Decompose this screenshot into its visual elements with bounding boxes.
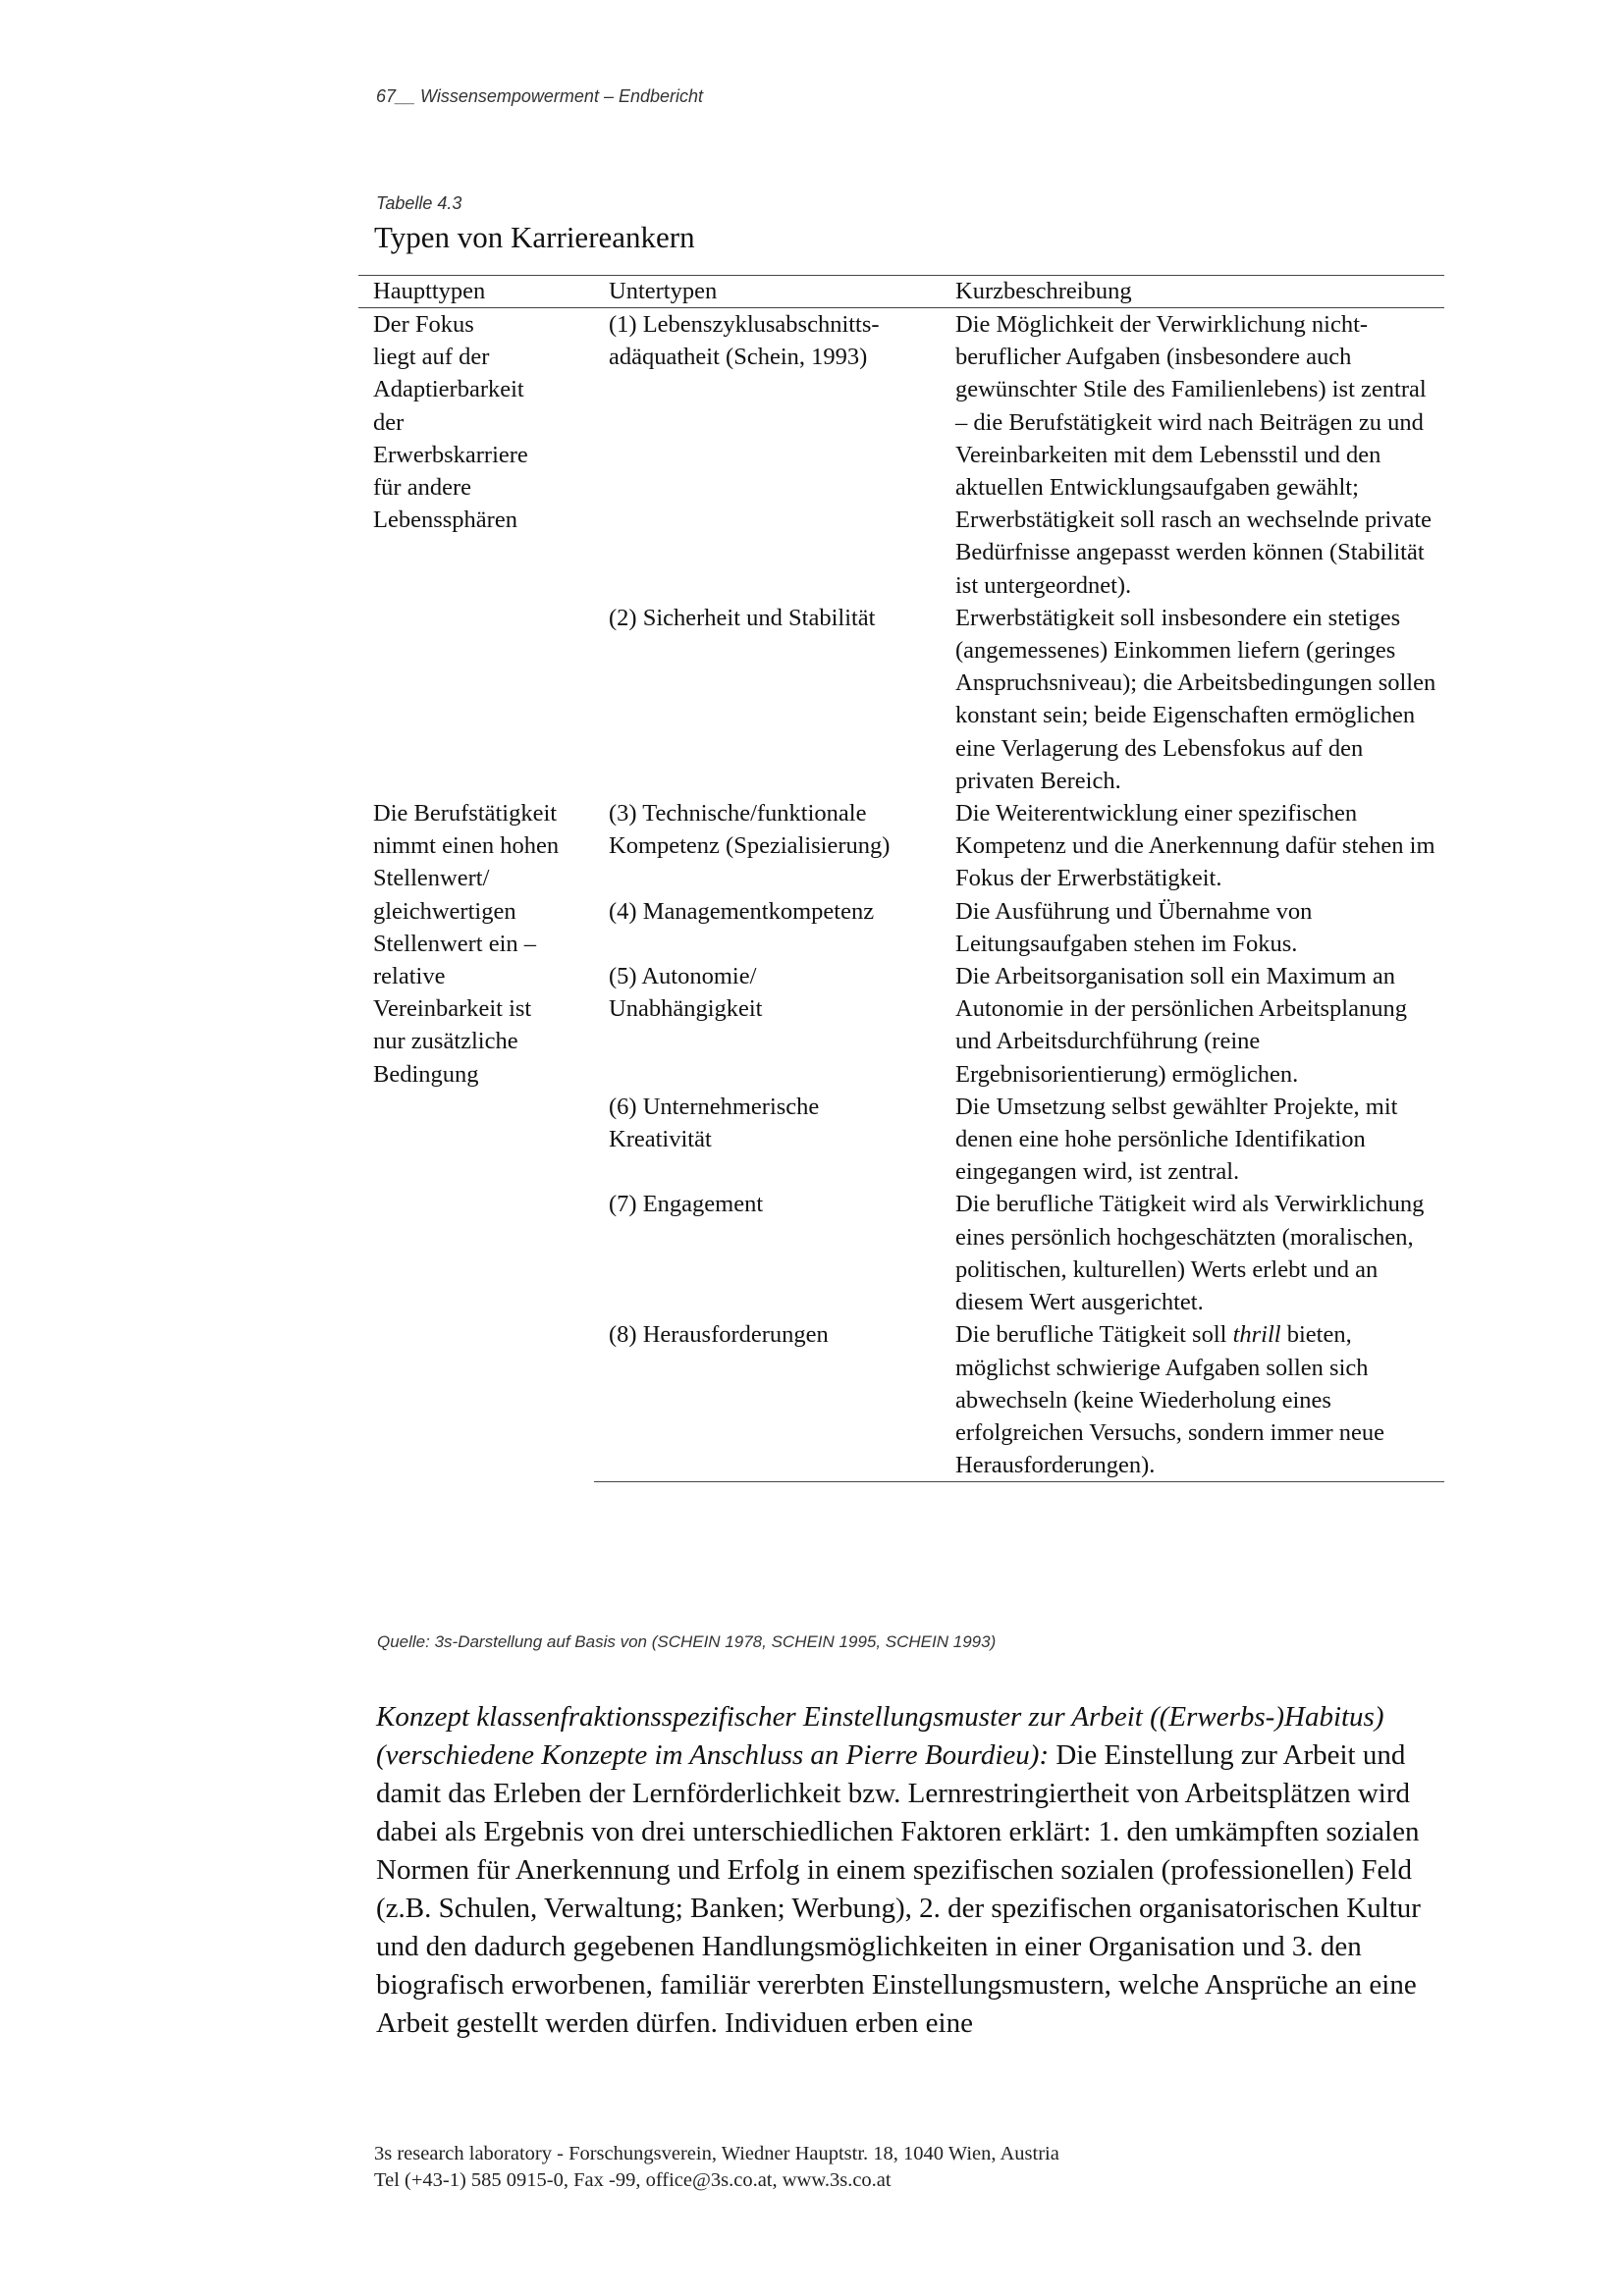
table-header-row [358, 276, 1444, 308]
footer-address: 3s research laboratory - Forschungsverein, Wiedner Hauptstr. 18, 1040 Wien, Austria [374, 2143, 1059, 2164]
description-cell [941, 1318, 1444, 1482]
sub-type-text: (5) Autonomie/ Unabhängigkeit [609, 963, 763, 1023]
description-cell: Die Weiterentwicklung einer spezifischen Kompetenz und die Anerkennung dafür stehen im Fokus der Erwerbstätigkeit. [955, 800, 1435, 892]
main-type-text: Der Fokus liegt auf der Adaptierbarkeit der Erwerbskarriere für andere Lebenssphären [373, 311, 528, 534]
table-source-note: Quelle: 3s-Darstellung auf Basis von (SCHEIN 1978, SCHEIN 1995, SCHEIN 1993) [377, 1632, 997, 1651]
column-header-sub-types: Untertypen [594, 276, 941, 308]
table [358, 275, 1444, 1482]
main-type-text: Die Berufstätigkeit nimmt einen hohen Stellenwert/ gleichwertigen Stellenwert ein – relative Vereinbarkeit ist nur zusätzliche Bedingung [373, 800, 560, 1088]
table-row [358, 308, 1444, 602]
page-footer [374, 2141, 1059, 2194]
table-title: Typen von Karriereankern [374, 220, 695, 254]
main-type-cell [358, 797, 594, 1482]
description-cell: Die Arbeitsorganisation soll ein Maximum an Autonomie in der persönlichen Arbeitsplanung und Arbeitsdurchführung (reine Ergebnisorientierung) ermöglichen. [955, 963, 1407, 1088]
sub-type-cell: (4) Managementkompetenz [609, 897, 875, 925]
description-cell: Die berufliche Tätigkeit wird als Verwirklichung eines persönlich hochgeschätzten (moralischen, politischen, kulturellen) Werts erlebt und an diesem Wert ausgerichtet. [955, 1191, 1425, 1316]
sub-type-cell [594, 1091, 941, 1189]
career-anchors-table [358, 275, 1444, 1482]
description-cell: Erwerbstätigkeit soll insbesondere ein stetiges (angemessenes) Einkommen liefern (geringes Anspruchsniveau); die Arbeitsbedingungen sollen konstant sein; beide Eigenschaften ermöglichen eine Verlagerung des Lebensfokus auf den privaten Bereich. [955, 604, 1436, 794]
table-label: Tabelle 4.3 [376, 193, 462, 213]
sub-type-cell [594, 308, 941, 602]
main-type-cell [358, 308, 594, 798]
footer-contact: Tel (+43-1) 585 0915-0, Fax -99, office@3s.co.at, www.3s.co.at [374, 2169, 892, 2191]
sub-type-cell: (2) Sicherheit und Stabilität [609, 604, 876, 631]
column-header-description: Kurzbeschreibung [941, 276, 1444, 308]
running-header: 67__ Wissensempowerment – Endbericht [376, 86, 704, 106]
column-header-main-types: Haupttypen [358, 276, 594, 308]
sub-type-cell [594, 960, 941, 1091]
description-cell: Die Umsetzung selbst gewählter Projekte, mit denen eine hohe persönliche Identifikation eingegangen wird, ist zentral. [955, 1093, 1398, 1186]
sub-type-cell: (8) Herausforderungen [594, 1318, 941, 1482]
body-paragraph [376, 1698, 1446, 2043]
paragraph-heading: Konzept klassenfraktionsspezifischer Einstellungsmuster zur Arbeit ((Erwerbs-)Habitus) (verschiedene Konzepte im Anschluss an Pierre Bourdieu): [376, 1701, 1384, 1771]
description-emphasis: thrill [1232, 1321, 1281, 1349]
sub-type-cell: (3) Technische/funktionale Kompetenz (Spezialisierung) [609, 800, 891, 860]
paragraph-text: Die Einstellung zur Arbeit und damit das Erleben der Lernförderlichkeit bzw. Lernrestringiertheit von Arbeitsplätzen wird dabei als Ergebnis von drei unterschiedlichen Faktoren erklärt: 1. den umkämpften sozialen Normen für Anerkennung und Erfolg in einem spezifischen sozialen (professionellen) Feld (z.B. Schulen, Verwaltung; Banken; Werbung), 2. der spezifischen organisatorischen Kultur und den dadurch gegebenen Handlungsmöglichkeiten in einer Organisation und 3. den biografisch erworbenen, familiär vererbten Einstellungsmustern, welche Ansprüche an eine Arbeit gestellt werden dürfen. Individuen erben eine [376, 1739, 1421, 2039]
sub-type-text: (1) Lebenszyklusabschnitts-adäquatheit (Schein, 1993) [609, 311, 880, 371]
description-text: Die berufliche Tätigkeit soll [955, 1321, 1233, 1349]
table-row [358, 797, 1444, 895]
sub-type-cell: (7) Engagement [609, 1191, 764, 1218]
description-cell: Die Ausführung und Übernahme von Leitungsaufgaben stehen im Fokus. [955, 897, 1313, 957]
sub-type-text: (6) Unternehmerische Kreativität [609, 1093, 820, 1153]
description-cell: Die Möglichkeit der Verwirklichung nicht-beruflicher Aufgaben (insbesondere auch gewünschter Stile des Familienlebens) ist zentral – die Berufstätigkeit wird nach Beiträgen zu und Vereinbarkeiten mit dem Lebensstil und den aktuellen Entwicklungsaufgaben gewählt; Erwerbstätigkeit soll rasch an wechselnde private Bedürfnisse angepasst werden können (Stabilität ist untergeordnet). [955, 311, 1433, 599]
description-text: bieten, möglichst schwierige Aufgaben sollen sich abwechseln (keine Wiederholung eines erfolgreichen Versuchs, sondern immer neue Herausforderungen). [955, 1321, 1384, 1479]
